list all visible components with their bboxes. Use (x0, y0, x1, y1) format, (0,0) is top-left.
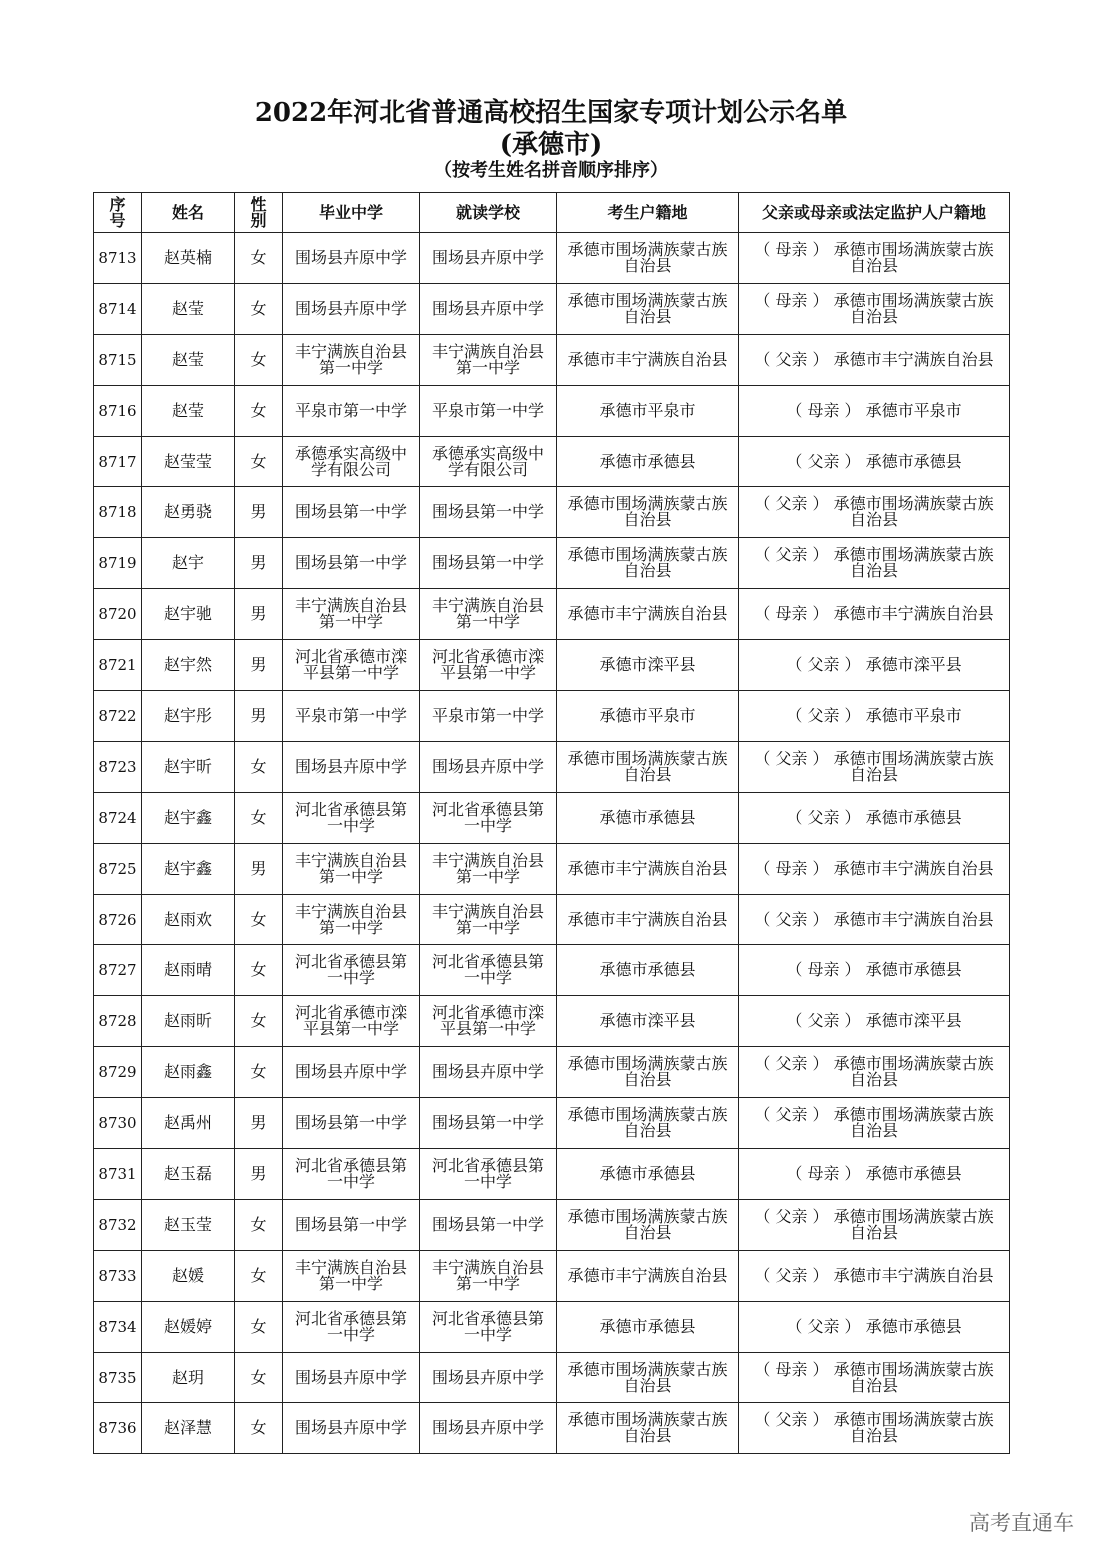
cell-sex: 男 (235, 1149, 283, 1200)
cell-home: 承德市丰宁满族自治县 (557, 1250, 739, 1301)
table-row (94, 1301, 1010, 1352)
cell-parent-home: （ 父亲 ） 承德市滦平县 (739, 996, 1010, 1047)
cell-home: 承德市滦平县 (557, 996, 739, 1047)
cell-no: 8736 (94, 1403, 142, 1454)
cell-school: 围场县卉原中学 (420, 283, 557, 334)
page-title: 2022年河北省普通高校招生国家专项计划公示名单 (254, 98, 848, 128)
cell-home: 承德市承德县 (557, 945, 739, 996)
cell-school: 围场县卉原中学 (420, 233, 557, 284)
cell-sex: 女 (235, 283, 283, 334)
table-row (94, 1149, 1010, 1200)
table-row (94, 945, 1010, 996)
table-row (94, 741, 1010, 792)
cell-parent-home: （ 母亲 ） 承德市承德县 (739, 1149, 1010, 1200)
cell-grad-school: 围场县卉原中学 (283, 741, 420, 792)
cell-sex: 女 (235, 945, 283, 996)
cell-parent-home: （ 父亲 ） 承德市围场满族蒙古族自治县 (739, 538, 1010, 589)
cell-name: 赵泽慧 (142, 1403, 235, 1454)
cell-school: 围场县第一中学 (420, 538, 557, 589)
cell-grad-school: 河北省承德市滦平县第一中学 (283, 640, 420, 691)
cell-name: 赵莹 (142, 385, 235, 436)
cell-sex: 女 (235, 233, 283, 284)
table-row (94, 691, 1010, 742)
cell-parent-home: （ 父亲 ） 承德市围场满族蒙古族自治县 (739, 1098, 1010, 1149)
cell-sex: 女 (235, 1352, 283, 1403)
table-row (94, 996, 1010, 1047)
cell-name: 赵勇骁 (142, 487, 235, 538)
cell-name: 赵莹莹 (142, 436, 235, 487)
cell-no: 8728 (94, 996, 142, 1047)
cell-grad-school: 平泉市第一中学 (283, 691, 420, 742)
cell-sex: 女 (235, 1301, 283, 1352)
cell-name: 赵玉磊 (142, 1149, 235, 1200)
cell-parent-home: （ 母亲 ） 承德市平泉市 (739, 385, 1010, 436)
cell-grad-school: 围场县卉原中学 (283, 233, 420, 284)
cell-name: 赵玉莹 (142, 1199, 235, 1250)
cell-school: 围场县卉原中学 (420, 1403, 557, 1454)
cell-grad-school: 河北省承德县第一中学 (283, 792, 420, 843)
cell-parent-home: （ 父亲 ） 承德市围场满族蒙古族自治县 (739, 1047, 1010, 1098)
cell-parent-home: （ 父亲 ） 承德市丰宁满族自治县 (739, 894, 1010, 945)
cell-no: 8723 (94, 741, 142, 792)
cell-name: 赵宇昕 (142, 741, 235, 792)
cell-home: 承德市丰宁满族自治县 (557, 843, 739, 894)
cell-sex: 女 (235, 436, 283, 487)
cell-name: 赵宇然 (142, 640, 235, 691)
cell-parent-home: （ 父亲 ） 承德市承德县 (739, 792, 1010, 843)
cell-school: 平泉市第一中学 (420, 385, 557, 436)
header-sex: 性别 (235, 193, 283, 233)
cell-no: 8724 (94, 792, 142, 843)
cell-home: 承德市平泉市 (557, 385, 739, 436)
cell-home: 承德市丰宁满族自治县 (557, 894, 739, 945)
cell-parent-home: （ 母亲 ） 承德市围场满族蒙古族自治县 (739, 233, 1010, 284)
cell-home: 承德市丰宁满族自治县 (557, 589, 739, 640)
cell-school: 丰宁满族自治县第一中学 (420, 843, 557, 894)
cell-school: 河北省承德县第一中学 (420, 1301, 557, 1352)
cell-school: 围场县第一中学 (420, 1098, 557, 1149)
cell-name: 赵宇 (142, 538, 235, 589)
cell-no: 8734 (94, 1301, 142, 1352)
cell-school: 承德承实高级中学有限公司 (420, 436, 557, 487)
header-grad-school: 毕业中学 (283, 193, 420, 233)
cell-grad-school: 丰宁满族自治县第一中学 (283, 334, 420, 385)
cell-parent-home: （ 母亲 ） 承德市围场满族蒙古族自治县 (739, 1352, 1010, 1403)
cell-home: 承德市平泉市 (557, 691, 739, 742)
cell-parent-home: （ 父亲 ） 承德市围场满族蒙古族自治县 (739, 741, 1010, 792)
cell-no: 8732 (94, 1199, 142, 1250)
cell-parent-home: （ 母亲 ） 承德市围场满族蒙古族自治县 (739, 283, 1010, 334)
cell-no: 8727 (94, 945, 142, 996)
cell-home: 承德市围场满族蒙古族自治县 (557, 1403, 739, 1454)
cell-no: 8717 (94, 436, 142, 487)
cell-grad-school: 围场县第一中学 (283, 538, 420, 589)
cell-home: 承德市滦平县 (557, 640, 739, 691)
cell-home: 承德市承德县 (557, 1301, 739, 1352)
header-name: 姓名 (142, 193, 235, 233)
header-parent-home: 父亲或母亲或法定监护人户籍地 (739, 193, 1010, 233)
table-row (94, 1199, 1010, 1250)
cell-parent-home: （ 父亲 ） 承德市围场满族蒙古族自治县 (739, 487, 1010, 538)
cell-name: 赵雨晴 (142, 945, 235, 996)
cell-name: 赵雨欢 (142, 894, 235, 945)
table-row (94, 894, 1010, 945)
roster-table (93, 192, 1010, 1454)
cell-school: 丰宁满族自治县第一中学 (420, 894, 557, 945)
cell-sex: 男 (235, 843, 283, 894)
cell-name: 赵玥 (142, 1352, 235, 1403)
cell-no: 8725 (94, 843, 142, 894)
cell-parent-home: （ 父亲 ） 承德市平泉市 (739, 691, 1010, 742)
cell-grad-school: 围场县卉原中学 (283, 283, 420, 334)
cell-no: 8718 (94, 487, 142, 538)
cell-grad-school: 丰宁满族自治县第一中学 (283, 894, 420, 945)
cell-home: 承德市围场满族蒙古族自治县 (557, 233, 739, 284)
cell-home: 承德市围场满族蒙古族自治县 (557, 1098, 739, 1149)
cell-parent-home: （ 母亲 ） 承德市丰宁满族自治县 (739, 843, 1010, 894)
cell-home: 承德市围场满族蒙古族自治县 (557, 1047, 739, 1098)
cell-parent-home: （ 父亲 ） 承德市丰宁满族自治县 (739, 334, 1010, 385)
cell-no: 8716 (94, 385, 142, 436)
table-row (94, 538, 1010, 589)
cell-parent-home: （ 父亲 ） 承德市丰宁满族自治县 (739, 1250, 1010, 1301)
cell-name: 赵英楠 (142, 233, 235, 284)
table-header-row (94, 193, 1010, 233)
table-row (94, 1098, 1010, 1149)
sort-note: （按考生姓名拼音顺序排序） (434, 160, 668, 181)
cell-name: 赵莹 (142, 334, 235, 385)
cell-grad-school: 围场县第一中学 (283, 1098, 420, 1149)
cell-no: 8720 (94, 589, 142, 640)
cell-grad-school: 丰宁满族自治县第一中学 (283, 843, 420, 894)
cell-name: 赵雨昕 (142, 996, 235, 1047)
cell-school: 围场县卉原中学 (420, 741, 557, 792)
cell-no: 8722 (94, 691, 142, 742)
cell-name: 赵媛 (142, 1250, 235, 1301)
cell-parent-home: （ 母亲 ） 承德市承德县 (739, 945, 1010, 996)
table-row (94, 436, 1010, 487)
cell-school: 河北省承德县第一中学 (420, 945, 557, 996)
cell-home: 承德市丰宁满族自治县 (557, 334, 739, 385)
cell-school: 河北省承德市滦平县第一中学 (420, 996, 557, 1047)
cell-home: 承德市围场满族蒙古族自治县 (557, 283, 739, 334)
table-row (94, 640, 1010, 691)
cell-grad-school: 围场县第一中学 (283, 1199, 420, 1250)
cell-no: 8735 (94, 1352, 142, 1403)
cell-school: 河北省承德县第一中学 (420, 792, 557, 843)
table-row (94, 283, 1010, 334)
cell-school: 围场县卉原中学 (420, 1047, 557, 1098)
cell-grad-school: 围场县卉原中学 (283, 1352, 420, 1403)
cell-name: 赵宇鑫 (142, 843, 235, 894)
cell-home: 承德市围场满族蒙古族自治县 (557, 1199, 739, 1250)
cell-sex: 女 (235, 1403, 283, 1454)
cell-home: 承德市承德县 (557, 436, 739, 487)
cell-no: 8726 (94, 894, 142, 945)
cell-no: 8731 (94, 1149, 142, 1200)
table-row (94, 385, 1010, 436)
watermark: 高考直通车 (969, 1511, 1074, 1535)
cell-home: 承德市围场满族蒙古族自治县 (557, 741, 739, 792)
cell-grad-school: 河北省承德县第一中学 (283, 1301, 420, 1352)
cell-sex: 女 (235, 1047, 283, 1098)
cell-no: 8729 (94, 1047, 142, 1098)
cell-school: 丰宁满族自治县第一中学 (420, 589, 557, 640)
table-row (94, 1403, 1010, 1454)
header-home: 考生户籍地 (557, 193, 739, 233)
cell-no: 8713 (94, 233, 142, 284)
cell-school: 平泉市第一中学 (420, 691, 557, 742)
cell-sex: 女 (235, 1199, 283, 1250)
cell-sex: 女 (235, 894, 283, 945)
cell-home: 承德市承德县 (557, 792, 739, 843)
cell-name: 赵宇驰 (142, 589, 235, 640)
cell-parent-home: （ 父亲 ） 承德市承德县 (739, 1301, 1010, 1352)
cell-parent-home: （ 父亲 ） 承德市承德县 (739, 436, 1010, 487)
cell-sex: 女 (235, 385, 283, 436)
cell-no: 8721 (94, 640, 142, 691)
cell-name: 赵宇彤 (142, 691, 235, 742)
cell-school: 丰宁满族自治县第一中学 (420, 1250, 557, 1301)
table-row (94, 843, 1010, 894)
table-row (94, 334, 1010, 385)
cell-parent-home: （ 父亲 ） 承德市滦平县 (739, 640, 1010, 691)
cell-no: 8719 (94, 538, 142, 589)
table-row (94, 1047, 1010, 1098)
cell-grad-school: 丰宁满族自治县第一中学 (283, 589, 420, 640)
table-row (94, 233, 1010, 284)
header-no: 序号 (94, 193, 142, 233)
cell-name: 赵宇鑫 (142, 792, 235, 843)
cell-sex: 男 (235, 589, 283, 640)
cell-grad-school: 围场县卉原中学 (283, 1403, 420, 1454)
cell-school: 河北省承德县第一中学 (420, 1149, 557, 1200)
cell-sex: 男 (235, 640, 283, 691)
header-school: 就读学校 (420, 193, 557, 233)
cell-sex: 女 (235, 792, 283, 843)
cell-no: 8730 (94, 1098, 142, 1149)
cell-home: 承德市围场满族蒙古族自治县 (557, 538, 739, 589)
cell-grad-school: 河北省承德市滦平县第一中学 (283, 996, 420, 1047)
cell-grad-school: 承德承实高级中学有限公司 (283, 436, 420, 487)
cell-sex: 女 (235, 334, 283, 385)
table-row (94, 1250, 1010, 1301)
cell-school: 丰宁满族自治县第一中学 (420, 334, 557, 385)
cell-grad-school: 河北省承德县第一中学 (283, 945, 420, 996)
page-subtitle: (承德市) (499, 130, 603, 160)
cell-school: 围场县卉原中学 (420, 1352, 557, 1403)
cell-name: 赵雨鑫 (142, 1047, 235, 1098)
cell-sex: 女 (235, 741, 283, 792)
table-row (94, 792, 1010, 843)
cell-name: 赵禹州 (142, 1098, 235, 1149)
cell-no: 8733 (94, 1250, 142, 1301)
cell-sex: 女 (235, 1250, 283, 1301)
cell-sex: 男 (235, 1098, 283, 1149)
table-row (94, 487, 1010, 538)
cell-grad-school: 丰宁满族自治县第一中学 (283, 1250, 420, 1301)
cell-parent-home: （ 父亲 ） 承德市围场满族蒙古族自治县 (739, 1199, 1010, 1250)
cell-sex: 女 (235, 996, 283, 1047)
cell-sex: 男 (235, 691, 283, 742)
cell-no: 8715 (94, 334, 142, 385)
cell-home: 承德市围场满族蒙古族自治县 (557, 1352, 739, 1403)
cell-grad-school: 河北省承德县第一中学 (283, 1149, 420, 1200)
table-row (94, 589, 1010, 640)
cell-no: 8714 (94, 283, 142, 334)
cell-parent-home: （ 父亲 ） 承德市围场满族蒙古族自治县 (739, 1403, 1010, 1454)
cell-sex: 男 (235, 538, 283, 589)
cell-name: 赵媛婷 (142, 1301, 235, 1352)
cell-grad-school: 围场县第一中学 (283, 487, 420, 538)
cell-grad-school: 平泉市第一中学 (283, 385, 420, 436)
cell-sex: 男 (235, 487, 283, 538)
cell-home: 承德市承德县 (557, 1149, 739, 1200)
cell-school: 围场县第一中学 (420, 487, 557, 538)
cell-school: 河北省承德市滦平县第一中学 (420, 640, 557, 691)
cell-school: 围场县第一中学 (420, 1199, 557, 1250)
cell-grad-school: 围场县卉原中学 (283, 1047, 420, 1098)
cell-name: 赵莹 (142, 283, 235, 334)
cell-home: 承德市围场满族蒙古族自治县 (557, 487, 739, 538)
table-row (94, 1352, 1010, 1403)
cell-parent-home: （ 母亲 ） 承德市丰宁满族自治县 (739, 589, 1010, 640)
